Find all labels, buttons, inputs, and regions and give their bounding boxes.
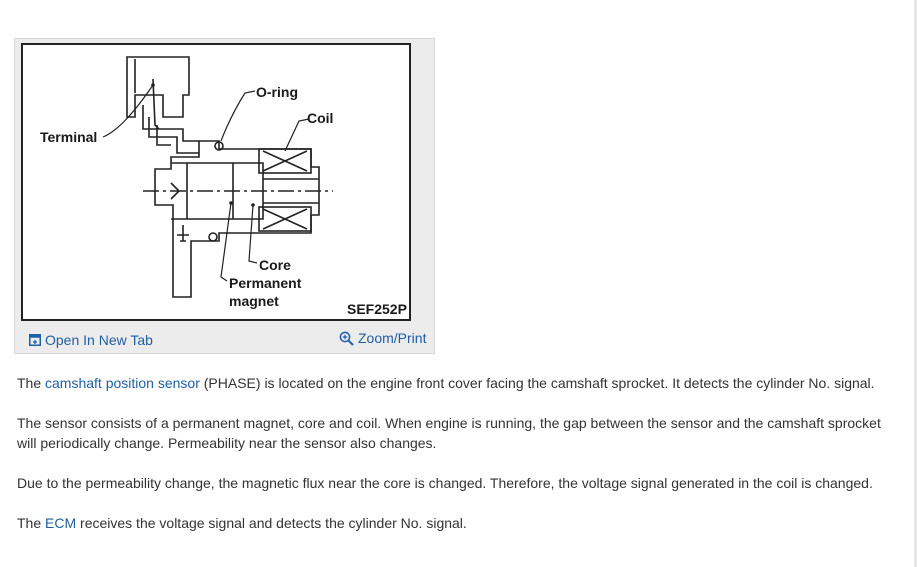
ecm-link[interactable]: ECM	[45, 515, 77, 531]
zoom-print-label: Zoom/Print	[358, 330, 427, 346]
zoom-print-link[interactable]	[339, 330, 426, 346]
zoom-in-icon	[339, 331, 354, 346]
label-terminal: Terminal	[40, 129, 98, 145]
label-magnet: magnet	[229, 293, 279, 309]
paragraph-location	[17, 373, 897, 393]
label-permanent: Permanent	[229, 275, 302, 291]
label-core: Core	[259, 257, 291, 273]
sensor-diagram-drawing	[23, 45, 409, 319]
label-figure-code: SEF252P	[347, 301, 407, 317]
paragraph-construction	[17, 413, 897, 453]
open-new-tab-icon	[29, 334, 41, 346]
sensor-diagram	[21, 43, 411, 321]
paragraph-ecm	[17, 513, 897, 533]
text-segment: The	[17, 515, 46, 531]
paragraph-permeability: Due to the permeability change, the magnetic flux near the core is changed. Therefore, the voltage signal generated in the coil is changed.	[17, 475, 873, 491]
open-new-tab-label: Open In New Tab	[45, 332, 153, 348]
label-o-ring: O-ring	[256, 84, 298, 100]
text-segment: (PHASE) is located on the engine front cover facing the camshaft sprocket. It detects the cylinder No. signal.	[199, 375, 875, 391]
label-coil: Coil	[307, 110, 334, 126]
text-line: will periodically change. Permeability near the sensor also changes.	[17, 435, 437, 451]
open-new-tab-link[interactable]	[29, 332, 153, 348]
text-line: The sensor consists of a permanent magnet, core and coil. When engine is running, the gap between the sensor and the camshaft sprocket	[17, 415, 881, 431]
text-segment: The	[17, 375, 46, 391]
camshaft-position-sensor-link[interactable]: camshaft position sensor	[45, 375, 200, 391]
text-segment: receives the voltage signal and detects the cylinder No. signal.	[76, 515, 467, 531]
